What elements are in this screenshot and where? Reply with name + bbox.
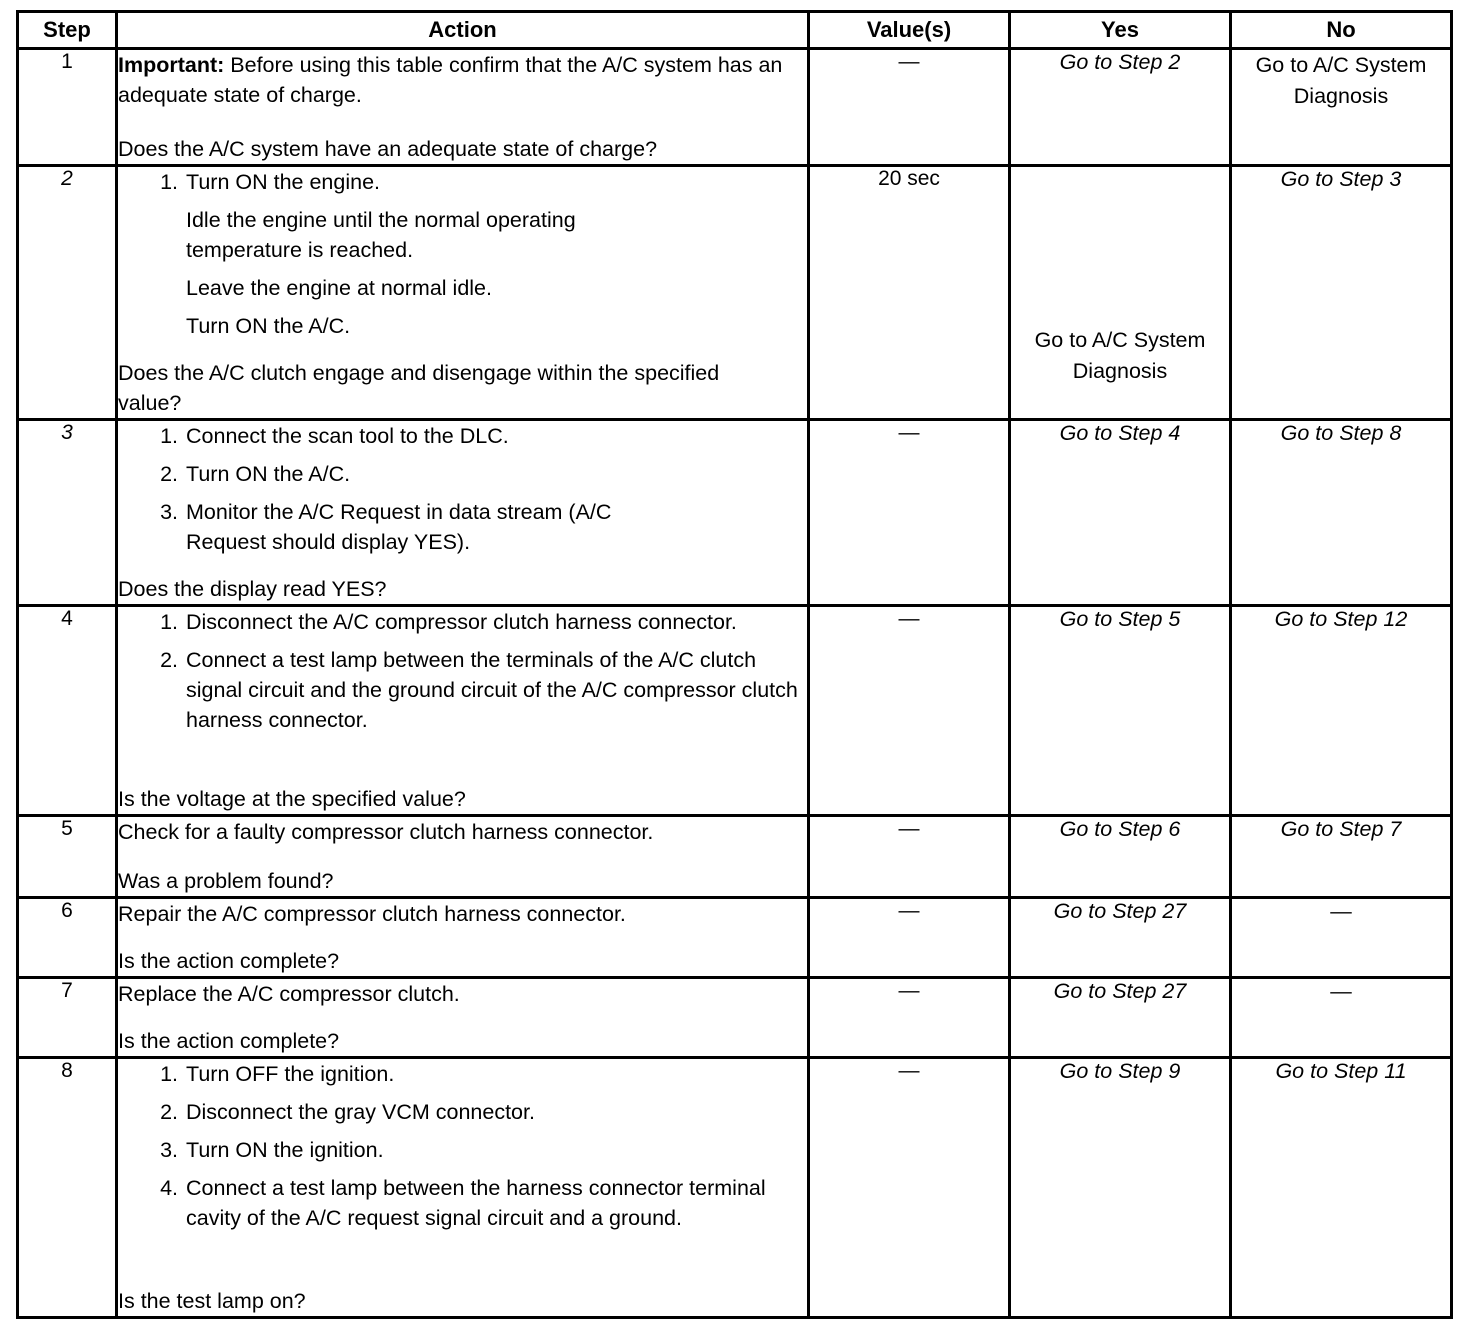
action-question: Was a problem found? bbox=[118, 869, 334, 893]
action-question: Is the action complete? bbox=[118, 949, 340, 973]
action-question: Is the voltage at the specified value? bbox=[118, 787, 466, 811]
step-number: 3 bbox=[18, 420, 117, 606]
step-number: 8 bbox=[18, 1058, 117, 1318]
no-cell: Go to Step 11 bbox=[1231, 1058, 1452, 1318]
header-action: Action bbox=[117, 12, 809, 49]
action-text: Repair the A/C compressor clutch harness connector. bbox=[118, 902, 626, 926]
value-cell: — bbox=[809, 606, 1010, 816]
value-cell: — bbox=[809, 978, 1010, 1058]
table-row bbox=[18, 420, 1452, 606]
list-item: 1. Connect the scan tool to the DLC. bbox=[160, 424, 509, 448]
table-row bbox=[18, 49, 1452, 166]
list-item: 1. Turn OFF the ignition. bbox=[160, 1062, 395, 1086]
list-item: 1. Disconnect the A/C compressor clutch harness connector. bbox=[160, 610, 737, 634]
step-number: 4 bbox=[18, 606, 117, 816]
action-text: Check for a faulty compressor clutch harness connector. bbox=[118, 820, 654, 844]
value-cell: — bbox=[809, 816, 1010, 898]
action-question: Is the action complete? bbox=[118, 1029, 340, 1053]
value-cell: — bbox=[809, 898, 1010, 978]
value-cell: 20 sec bbox=[809, 166, 1010, 420]
action-question: Does the display read YES? bbox=[118, 577, 387, 601]
value-cell: — bbox=[809, 49, 1010, 166]
action-question: Does the A/C system have an adequate state of charge? bbox=[118, 137, 658, 161]
step-number: 6 bbox=[18, 898, 117, 978]
list-item: 2. Turn ON the A/C. bbox=[160, 462, 351, 486]
yes-cell: Go to A/C System Diagnosis bbox=[1010, 166, 1231, 420]
no-cell: Go to Step 7 bbox=[1231, 816, 1452, 898]
header-yes: Yes bbox=[1010, 12, 1231, 49]
list-item: 3. Monitor the A/C Request in data stream (A/C Request should display YES). bbox=[160, 500, 612, 554]
no-cell: — bbox=[1231, 978, 1452, 1058]
list-item: 1. Turn ON the engine. bbox=[160, 170, 381, 194]
action-cell bbox=[117, 420, 809, 606]
list-item: 4. Connect a test lamp between the harness connector terminal cavity of the A/C request signal circuit and a ground. bbox=[160, 1176, 766, 1230]
action-text: Replace the A/C compressor clutch. bbox=[118, 982, 460, 1006]
yes-cell: Go to Step 4 bbox=[1010, 420, 1231, 606]
step-number: 5 bbox=[18, 816, 117, 898]
yes-cell: Go to Step 2 bbox=[1010, 49, 1231, 166]
important-note bbox=[118, 50, 807, 110]
yes-cell: Go to Step 6 bbox=[1010, 816, 1231, 898]
list-item: 3. Turn ON the ignition. bbox=[160, 1138, 384, 1162]
important-label: Important: bbox=[118, 53, 225, 77]
action-cell bbox=[117, 898, 809, 978]
action-question: Does the A/C clutch engage and disengage within the specified value? bbox=[118, 361, 720, 415]
yes-cell: Go to Step 27 bbox=[1010, 978, 1231, 1058]
action-cell bbox=[117, 49, 809, 166]
list-item: 2. Connect a test lamp between the terminals of the A/C clutch signal circuit and the ground circuit of the A/C compressor clutch harness connector. bbox=[160, 648, 798, 732]
no-cell: Go to Step 8 bbox=[1231, 420, 1452, 606]
action-cell bbox=[117, 978, 809, 1058]
header-no: No bbox=[1231, 12, 1452, 49]
header-row bbox=[18, 12, 1452, 49]
step-number: 2 bbox=[18, 166, 117, 420]
header-step: Step bbox=[18, 12, 117, 49]
important-text: Before using this table confirm that the A/C system has an adequate state of charge. bbox=[118, 53, 783, 107]
header-values: Value(s) bbox=[809, 12, 1010, 49]
no-cell: Go to A/C System Diagnosis bbox=[1231, 49, 1452, 166]
table-row bbox=[18, 816, 1452, 898]
action-cell bbox=[117, 816, 809, 898]
table-row bbox=[18, 606, 1452, 816]
list-item: Leave the engine at normal idle. bbox=[186, 276, 492, 300]
value-cell: — bbox=[809, 420, 1010, 606]
no-cell: — bbox=[1231, 898, 1452, 978]
step-number: 1 bbox=[18, 49, 117, 166]
no-cell: Go to Step 3 bbox=[1231, 166, 1452, 420]
action-cell bbox=[117, 1058, 809, 1318]
list-item: Idle the engine until the normal operating temperature is reached. bbox=[186, 208, 576, 262]
table-row bbox=[18, 1058, 1452, 1318]
yes-cell: Go to Step 9 bbox=[1010, 1058, 1231, 1318]
table-row bbox=[18, 166, 1452, 420]
value-cell: — bbox=[809, 1058, 1010, 1318]
list-item: 2. Disconnect the gray VCM connector. bbox=[160, 1100, 535, 1124]
yes-cell: Go to Step 27 bbox=[1010, 898, 1231, 978]
table-row bbox=[18, 978, 1452, 1058]
table-row bbox=[18, 898, 1452, 978]
action-question: Is the test lamp on? bbox=[118, 1289, 306, 1313]
step-number: 7 bbox=[18, 978, 117, 1058]
no-cell: Go to Step 12 bbox=[1231, 606, 1452, 816]
action-cell bbox=[117, 606, 809, 816]
yes-cell: Go to Step 5 bbox=[1010, 606, 1231, 816]
action-cell bbox=[117, 166, 809, 420]
list-item: Turn ON the A/C. bbox=[186, 314, 351, 338]
diagnostic-table bbox=[16, 10, 1453, 1319]
